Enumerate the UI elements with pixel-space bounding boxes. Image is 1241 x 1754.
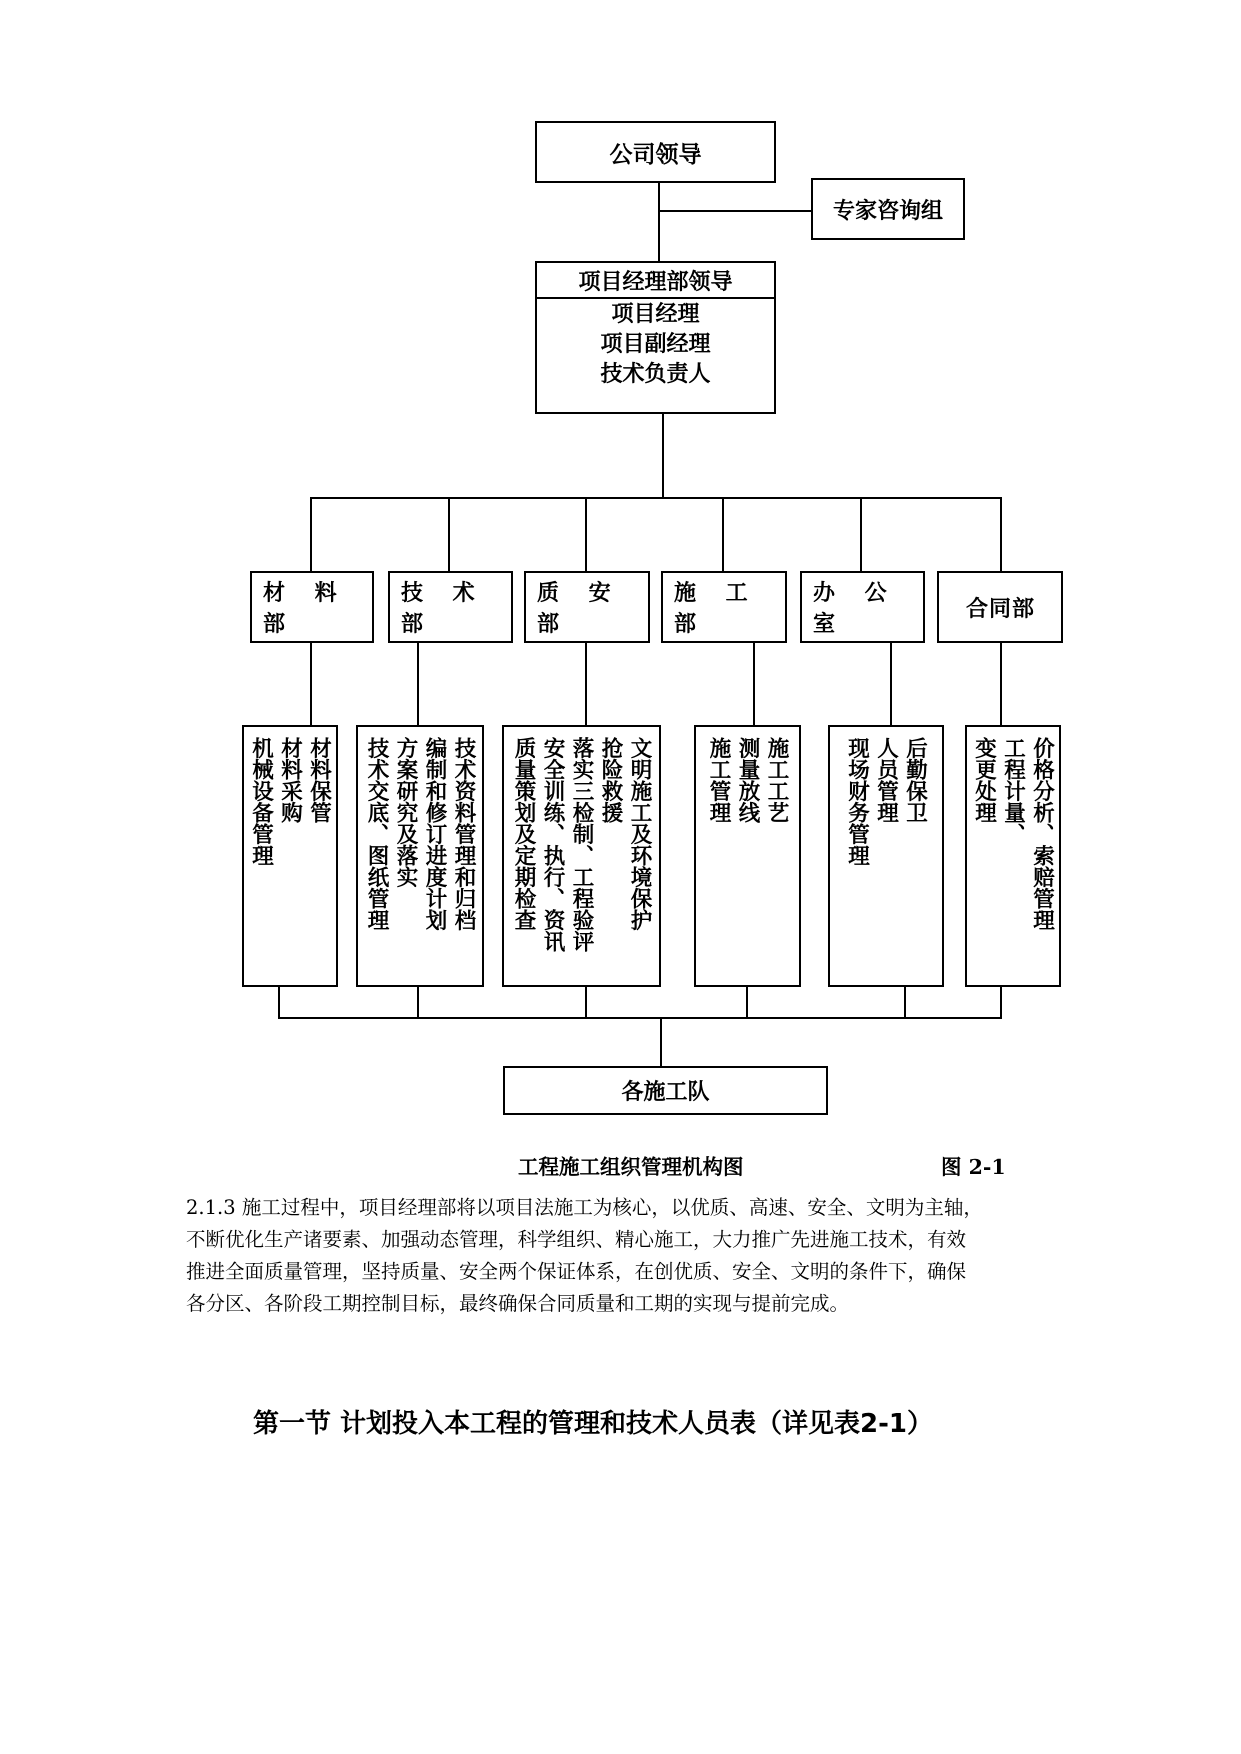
duty-item: 落实三检制、工程验评 bbox=[569, 737, 594, 952]
connector-line bbox=[310, 643, 312, 725]
company-leader-label: 公司领导 bbox=[609, 141, 702, 168]
duty-item: 方案研究及落实 bbox=[393, 737, 418, 888]
dept-box-construction bbox=[661, 571, 787, 643]
project-dept-box bbox=[535, 261, 776, 414]
dept-label: 施 工 部 bbox=[674, 581, 759, 637]
connector-line bbox=[1000, 497, 1002, 571]
dept-label: 合同部 bbox=[965, 596, 1035, 622]
duty-item: 价格分析、索赔管理 bbox=[1029, 737, 1055, 931]
duty-box-quality-safety bbox=[502, 725, 661, 987]
expert-group-label: 专家咨询组 bbox=[832, 198, 943, 224]
expert-group-box bbox=[811, 178, 965, 240]
paragraph-line: 2.1.3 施工过程中，项目经理部将以项目法施工为核心，以优质、高速、安全、文明为主轴， bbox=[186, 1196, 983, 1219]
duty-box-office bbox=[828, 725, 944, 987]
connector-line bbox=[278, 1017, 1002, 1019]
dept-label: 办 公 室 bbox=[813, 581, 898, 637]
connector-line bbox=[904, 987, 906, 1018]
duty-box-construction bbox=[694, 725, 801, 987]
connector-line bbox=[585, 643, 587, 725]
paragraph-line: 不断优化生产诸要素、加强动态管理，科学组织、精心施工，大力推广先进施工技术，有效 bbox=[186, 1228, 967, 1251]
duty-item: 技术资料管理和归档 bbox=[451, 737, 476, 931]
connector-line bbox=[278, 987, 280, 1018]
dept-box-quality-safety bbox=[524, 571, 650, 643]
dept-box-technical bbox=[388, 571, 513, 643]
duty-item: 变更处理 bbox=[971, 737, 997, 823]
connector-line bbox=[417, 643, 419, 725]
duty-box-materials bbox=[242, 725, 338, 987]
connector-line bbox=[448, 497, 450, 571]
construction-teams-box bbox=[503, 1066, 828, 1115]
connector-line bbox=[585, 497, 587, 571]
connector-line bbox=[662, 414, 664, 498]
section-heading: 第一节 计划投入本工程的管理和技术人员表（详见表2-1） bbox=[253, 1409, 934, 1439]
connector-line bbox=[310, 497, 1002, 499]
project-member: 技术负责人 bbox=[600, 362, 711, 387]
duty-item: 技术交底、图纸管理 bbox=[364, 737, 389, 931]
connector-line bbox=[746, 987, 748, 1018]
duty-item: 工程计量、 bbox=[1000, 737, 1026, 845]
connector-line bbox=[660, 1017, 662, 1066]
construction-teams-label: 各施工队 bbox=[621, 1080, 710, 1105]
project-member: 项目经理 bbox=[611, 302, 700, 327]
connector-line bbox=[722, 497, 724, 571]
duty-item: 后勤保卫 bbox=[902, 737, 928, 823]
figure-number: 图 2-1 bbox=[941, 1155, 1006, 1179]
connector-line bbox=[1000, 643, 1002, 725]
connector-line bbox=[417, 987, 419, 1018]
paragraph-line: 推进全面质量管理，坚持质量、安全两个保证体系，在创优质、安全、文明的条件下，确保 bbox=[186, 1260, 967, 1283]
duty-item: 机械设备管理 bbox=[248, 737, 274, 866]
paragraph-line: 各分区、各阶段工期控制目标，最终确保合同质量和工期的实现与提前完成。 bbox=[186, 1292, 850, 1315]
duty-item: 施工工艺 bbox=[764, 737, 789, 823]
duty-item: 抢险救援 bbox=[598, 737, 623, 823]
duty-box-technical bbox=[356, 725, 484, 987]
duty-item: 编制和修订进度计划 bbox=[422, 737, 447, 931]
duty-item: 施工管理 bbox=[706, 737, 731, 823]
duty-item: 安全训练、执行、资讯 bbox=[540, 737, 565, 952]
project-dept-header-label: 项目经理部领导 bbox=[578, 269, 733, 295]
duty-item: 文明施工及环境保护 bbox=[627, 737, 652, 931]
dept-label: 技 术 部 bbox=[401, 581, 486, 637]
connector-line bbox=[753, 643, 755, 725]
connector-line bbox=[658, 210, 811, 212]
figure-title: 工程施工组织管理机构图 bbox=[518, 1155, 744, 1179]
dept-label: 材 料 部 bbox=[263, 581, 348, 637]
dept-box-office bbox=[800, 571, 925, 643]
duty-item: 现场财务管理 bbox=[844, 737, 870, 866]
company-leader-box bbox=[535, 121, 776, 183]
connector-line bbox=[860, 497, 862, 571]
duty-item: 质量策划及定期检查 bbox=[511, 737, 536, 931]
connector-line bbox=[890, 643, 892, 725]
connector-line bbox=[1000, 987, 1002, 1018]
duty-item: 材料保管 bbox=[306, 737, 332, 823]
dept-box-contract bbox=[937, 571, 1063, 643]
duty-item: 人员管理 bbox=[873, 737, 899, 823]
connector-line bbox=[585, 987, 587, 1018]
project-member: 项目副经理 bbox=[600, 332, 711, 357]
dept-box-materials bbox=[250, 571, 374, 643]
body-paragraph bbox=[186, 1192, 1056, 1320]
project-dept-header bbox=[537, 263, 774, 299]
duty-item: 测量放线 bbox=[735, 737, 760, 823]
duty-box-contract bbox=[965, 725, 1061, 987]
dept-label: 质 安 部 bbox=[537, 581, 622, 637]
connector-line bbox=[310, 497, 312, 571]
duty-item: 材料采购 bbox=[277, 737, 303, 823]
connector-line bbox=[658, 183, 660, 261]
